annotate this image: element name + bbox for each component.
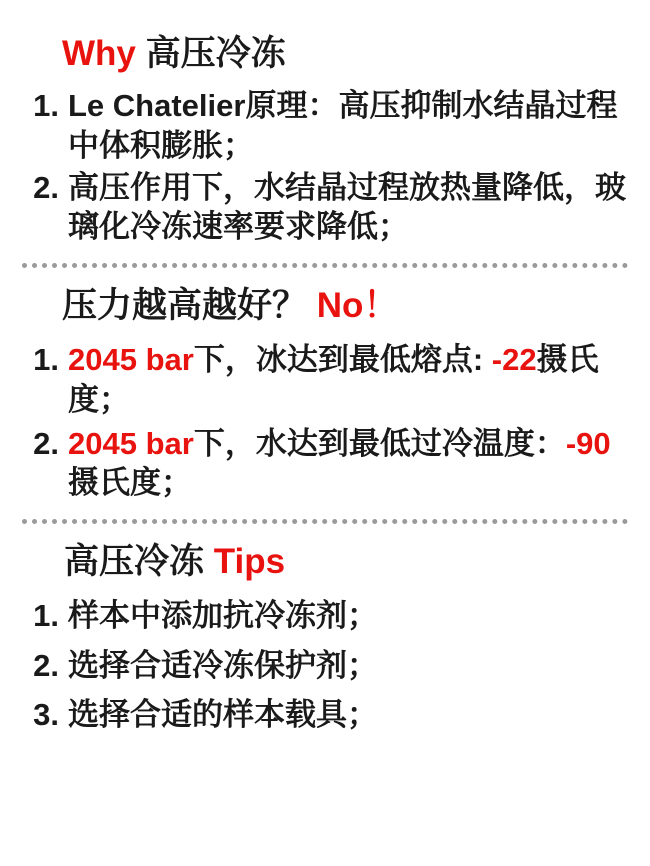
heading-part-hpf: 高压冷冻: [145, 34, 286, 73]
section-separator-1: [22, 263, 628, 268]
heading-part-why: Why: [62, 34, 146, 73]
text-run: 2045 bar: [68, 425, 194, 461]
pressure-list: [22, 340, 628, 503]
list-item-text: [68, 646, 628, 686]
list-item: [22, 86, 628, 165]
text-run: 样本中添加抗冷冻剂；: [68, 598, 378, 634]
list-item-text: [68, 695, 628, 735]
text-run: 下，冰达到最低熔点:: [193, 342, 492, 378]
text-run: 摄氏度；: [68, 342, 599, 417]
list-item-number: 1.: [33, 598, 59, 634]
section-heading-tips: [22, 542, 628, 582]
list-item-text: [68, 596, 628, 636]
text-run: 选择合适的样本载具；: [68, 697, 378, 733]
list-item-number: 2.: [33, 425, 59, 461]
section-heading-pressure: [22, 286, 628, 326]
heading-part-tips: Tips: [213, 541, 286, 581]
list-item-text: [68, 168, 628, 247]
list-item: [22, 340, 628, 419]
section-pressure-limit: [22, 286, 628, 503]
list-item: [22, 168, 628, 247]
text-run: 高压作用下，水结晶过程放热量降低，玻璃化冷冻速率要求降低；: [68, 169, 626, 245]
list-item-number: 3.: [33, 697, 59, 733]
heading-part-no: No！: [316, 285, 399, 325]
list-item-number: 2.: [33, 647, 59, 683]
list-item: [22, 695, 628, 735]
text-run: -22: [491, 342, 537, 378]
tips-list: [22, 596, 628, 735]
list-item-number: 1.: [33, 342, 59, 378]
list-item-number: 1.: [33, 88, 59, 124]
section-tips: [22, 542, 628, 735]
list-item: [22, 596, 628, 636]
section-heading-why: [22, 34, 628, 74]
list-item-text: [68, 340, 628, 419]
text-run: 2045 bar: [68, 342, 194, 378]
text-run: -90: [565, 425, 611, 461]
why-list: [22, 86, 628, 247]
list-item-text: [68, 424, 628, 503]
list-item: [22, 646, 628, 686]
heading-part-hpf: 高压冷冻: [64, 541, 214, 581]
section-why-hpf: [22, 34, 628, 247]
section-separator-2: [22, 519, 628, 524]
list-item-number: 2.: [33, 169, 59, 205]
heading-part-question: 压力越高越好？: [62, 285, 317, 325]
text-run: 选择合适冷冻保护剂；: [68, 647, 378, 683]
list-item: [22, 424, 628, 503]
text-run: 下，水达到最低过冷温度：: [193, 425, 566, 461]
list-item-text: [68, 86, 628, 165]
text-run: 摄氏度；: [68, 465, 192, 501]
text-run: Le Chatelier原理：高压抑制水结晶过程中体积膨胀；: [68, 88, 618, 163]
